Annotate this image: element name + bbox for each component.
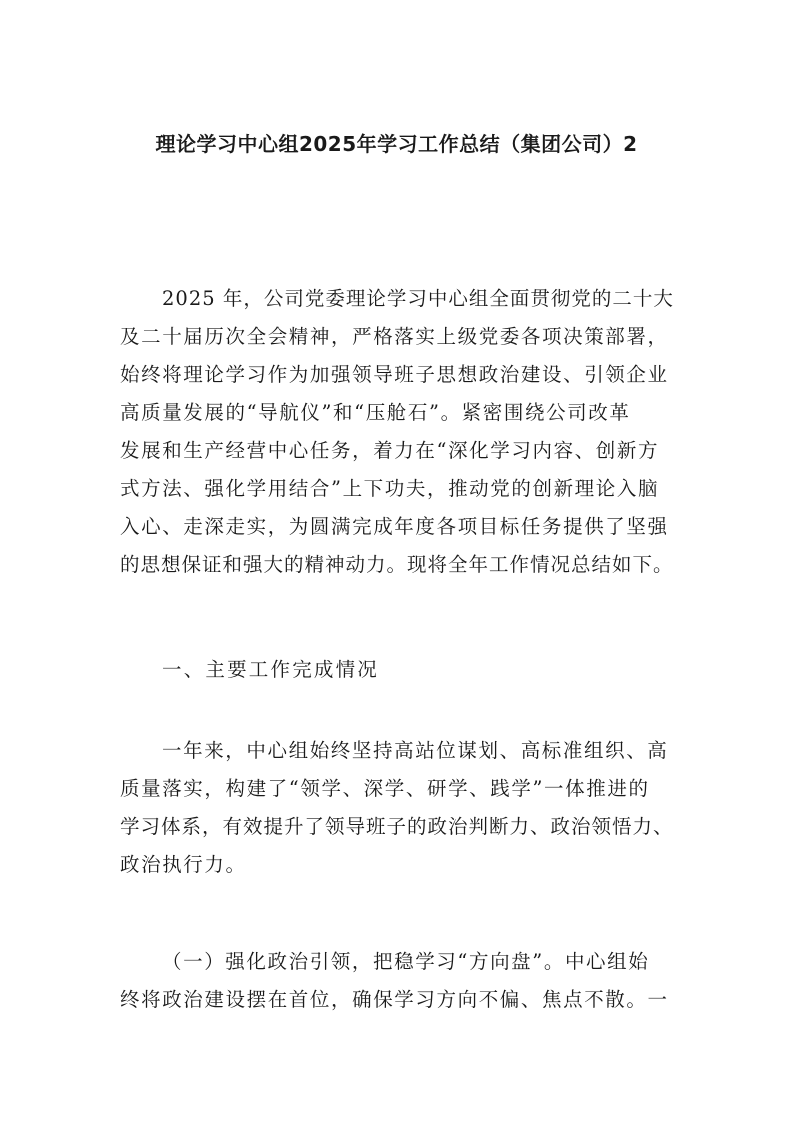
document-title: 理论学习中心组2025年学习工作总结（集团公司）2 xyxy=(155,132,638,156)
paragraph-line: 政治执行力。 xyxy=(120,853,247,876)
paragraph-line: 学习体系，有效提升了领导班子的政治判断力、政治领悟力、 xyxy=(120,815,674,838)
paragraph-line: 发展和生产经营中心任务，着力在“深化学习内容、创新方 xyxy=(120,439,660,462)
paragraph-line: （一）强化政治引领，把稳学习“方向盘”。中心组始 xyxy=(162,950,650,973)
paragraph-line: 的思想保证和强大的精神动力。现将全年工作情况总结如下。 xyxy=(120,553,674,576)
paragraph-line: 及二十届历次全会精神，严格落实上级党委各项决策部署， xyxy=(120,325,669,348)
paragraph-line: 入心、走深走实，为圆满完成年度各项目标任务提供了坚强 xyxy=(120,515,669,538)
paragraph-line: 高质量发展的“导航仪”和“压舱石”。紧密围绕公司改革 xyxy=(120,401,631,424)
section-heading: 一、主要工作完成情况 xyxy=(162,658,380,681)
paragraph-line: 2025 年，公司党委理论学习中心组全面贯彻党的二十大 xyxy=(162,287,674,310)
paragraph-line: 终将政治建设摆在首位，确保学习方向不偏、焦点不散。一 xyxy=(120,988,669,1011)
paragraph-line: 始终将理论学习作为加强领导班子思想政治建设、引领企业 xyxy=(120,363,669,386)
paragraph-line: 质量落实，构建了“领学、深学、研学、践学”一体推进的 xyxy=(120,777,650,800)
paragraph-line: 一年来，中心组始终坚持高站位谋划、高标准组织、高 xyxy=(162,739,669,762)
paragraph-line: 式方法、强化学用结合”上下功夫，推动党的创新理论入脑 xyxy=(120,477,660,500)
